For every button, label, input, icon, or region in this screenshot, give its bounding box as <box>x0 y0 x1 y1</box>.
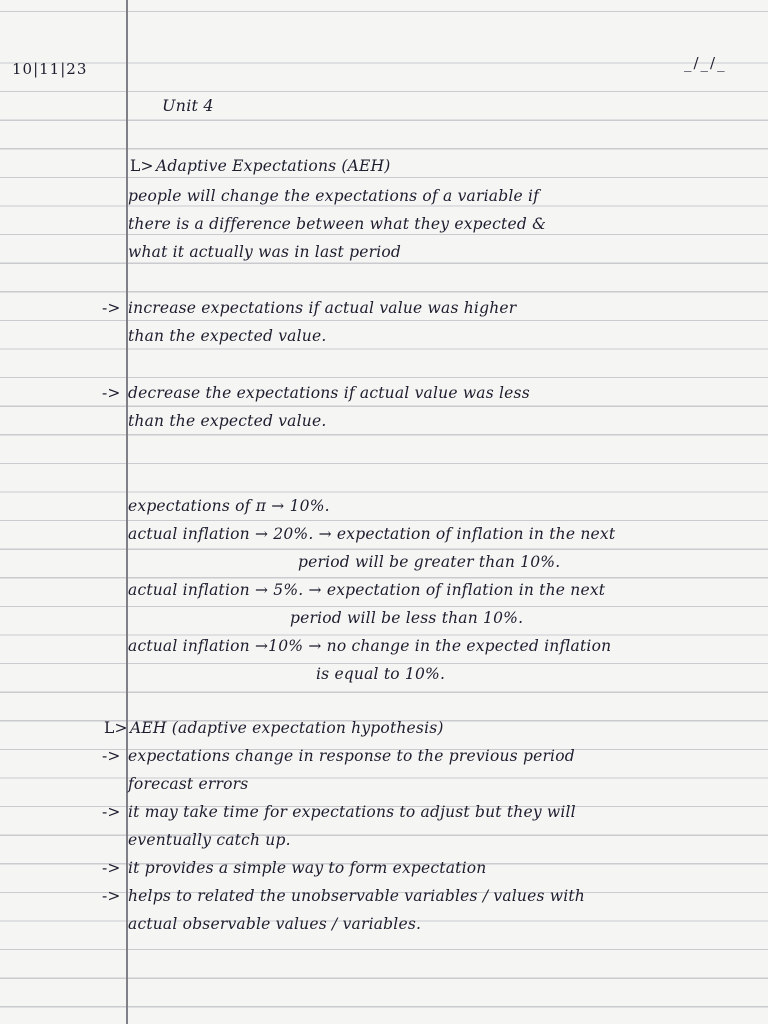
unit-title: Unit 4 <box>162 96 214 115</box>
example-line: expectations of π → 10%. <box>128 497 330 515</box>
example-line: actual inflation → 20%. → expectation of inflation in the next <box>128 525 616 543</box>
arrow-marker: -> <box>102 803 121 821</box>
section-heading <box>130 157 391 175</box>
intro-line: people will change the expectations of a variable if <box>128 187 540 205</box>
bullet-point <box>102 859 486 877</box>
example-line: period will be greater than 10%. <box>298 553 561 571</box>
arrow-marker: -> <box>102 859 121 877</box>
section-marker: L> <box>104 719 128 737</box>
example-line: actual inflation →10% → no change in the expected inflation <box>128 637 612 655</box>
arrow-marker: -> <box>102 887 121 905</box>
bullet-point <box>102 384 530 402</box>
arrow-marker: -> <box>102 299 121 317</box>
example-line: actual inflation → 5%. → expectation of inflation in the next <box>128 581 606 599</box>
point-text: eventually catch up. <box>128 831 291 849</box>
example-line: is equal to 10%. <box>316 665 446 683</box>
date-placeholder: _/_/_ <box>684 54 727 72</box>
page-date: 10|11|23 <box>12 60 88 78</box>
point-text: helps to related the unobservable variables / values with <box>128 887 585 905</box>
bullet-point <box>102 747 575 765</box>
point-text: increase expectations if actual value was higher <box>128 299 517 317</box>
point-text: forecast errors <box>128 775 249 793</box>
intro-line: there is a difference between what they expected & <box>128 215 547 233</box>
heading-text: Adaptive Expectations (AEH) <box>156 157 391 175</box>
arrow-marker: -> <box>102 747 121 765</box>
bullet-point <box>102 803 576 821</box>
arrow-marker: -> <box>102 384 121 402</box>
point-text: decrease the expectations if actual value was less <box>128 384 530 402</box>
bullet-point <box>102 887 585 905</box>
point-text: than the expected value. <box>128 412 327 430</box>
point-text: than the expected value. <box>128 327 327 345</box>
heading-text: AEH (adaptive expectation hypothesis) <box>130 719 444 737</box>
point-text: actual observable values / variables. <box>128 915 422 933</box>
point-text: it may take time for expectations to adjust but they will <box>128 803 576 821</box>
point-text: expectations change in response to the previous period <box>128 747 575 765</box>
section-marker: L> <box>130 157 154 175</box>
bullet-point <box>102 299 516 317</box>
intro-line: what it actually was in last period <box>128 243 402 261</box>
example-line: period will be less than 10%. <box>290 609 524 627</box>
section-heading <box>104 719 444 737</box>
point-text: it provides a simple way to form expectation <box>128 859 487 877</box>
